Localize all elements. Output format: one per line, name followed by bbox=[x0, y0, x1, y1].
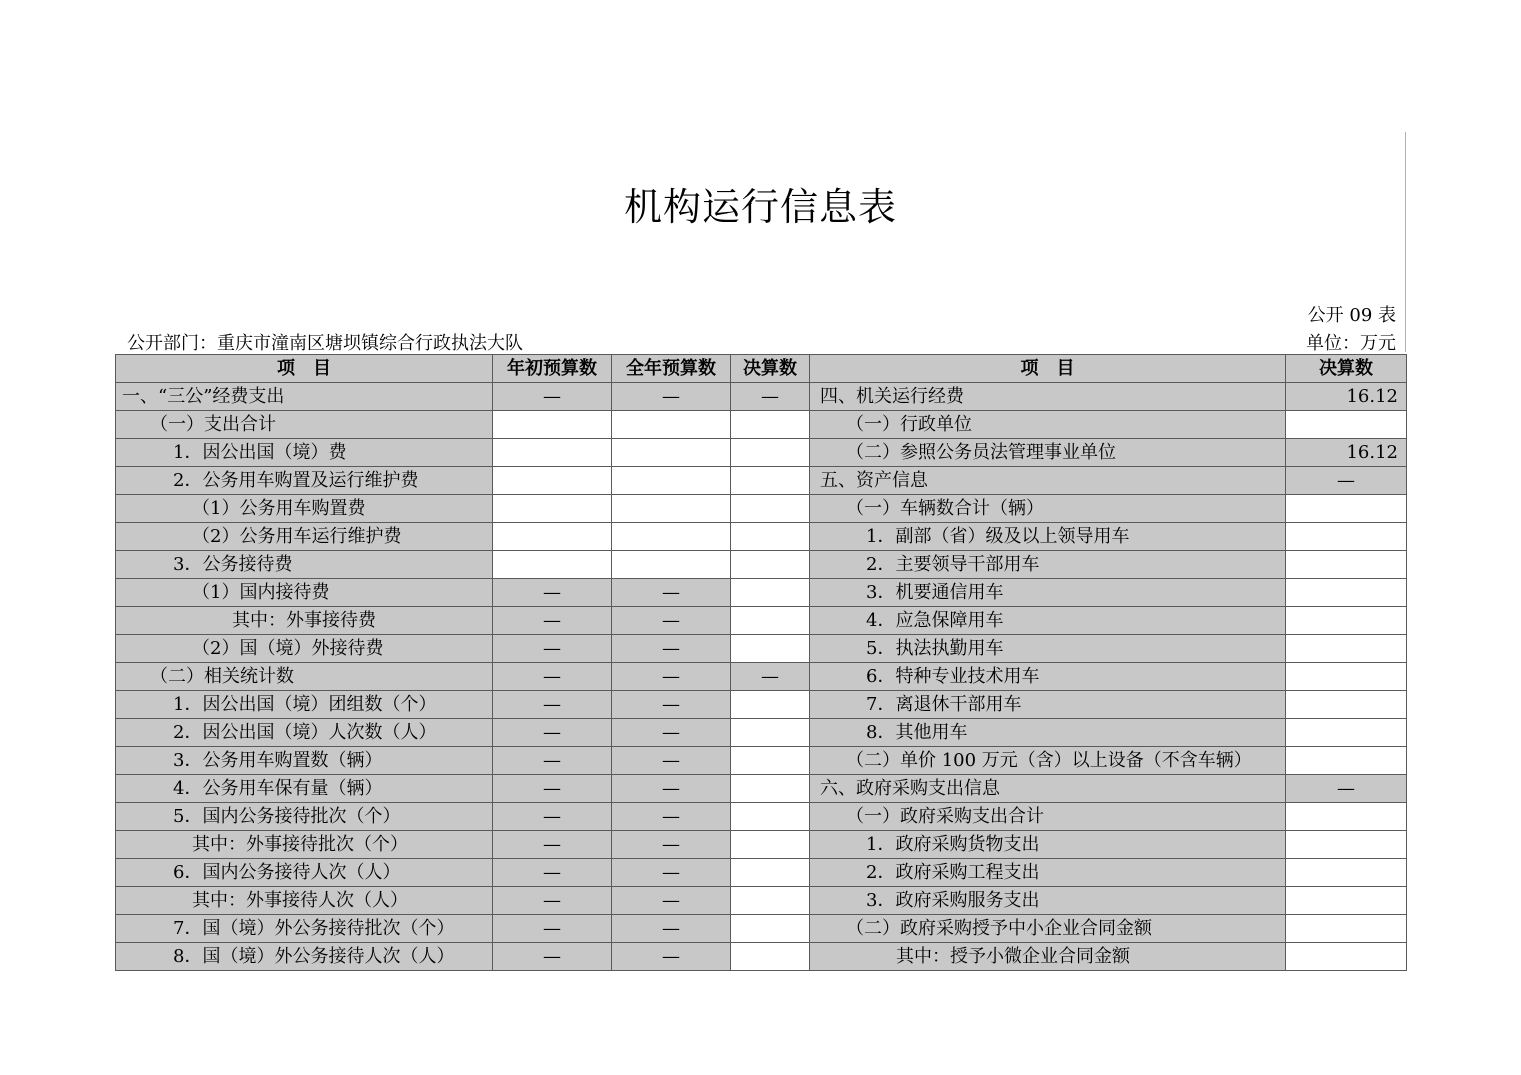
right-item-cell: 1．政府采购货物支出 bbox=[810, 831, 1286, 859]
annual-budget-cell: — bbox=[612, 859, 731, 887]
annual-budget-cell bbox=[612, 523, 731, 551]
table-row bbox=[116, 439, 1407, 467]
final-left-cell bbox=[731, 607, 810, 635]
right-item-cell: 1．副部（省）级及以上领导用车 bbox=[810, 523, 1286, 551]
page-edge-line bbox=[1405, 132, 1406, 352]
right-item-cell: 2．主要领导干部用车 bbox=[810, 551, 1286, 579]
left-item-cell: （二）相关统计数 bbox=[116, 663, 493, 691]
department-label: 公开部门：重庆市潼南区塘坝镇综合行政执法大队 bbox=[127, 333, 523, 354]
final-right-cell bbox=[1286, 635, 1407, 663]
right-item-cell: 五、资产信息 bbox=[810, 467, 1286, 495]
final-left-cell bbox=[731, 495, 810, 523]
table-row bbox=[116, 943, 1407, 971]
table-row bbox=[116, 663, 1407, 691]
left-item-cell: 其中：外事接待费 bbox=[116, 607, 493, 635]
initial-budget-cell bbox=[493, 439, 612, 467]
header-final-left: 决算数 bbox=[731, 355, 810, 383]
annual-budget-cell: — bbox=[612, 747, 731, 775]
right-item-cell: 7．离退休干部用车 bbox=[810, 691, 1286, 719]
final-right-cell bbox=[1286, 831, 1407, 859]
table-row bbox=[116, 495, 1407, 523]
initial-budget-cell: — bbox=[493, 943, 612, 971]
table-row bbox=[116, 607, 1407, 635]
left-item-cell: 7．国（境）外公务接待批次（个） bbox=[116, 915, 493, 943]
final-right-cell bbox=[1286, 691, 1407, 719]
right-item-cell: （一）政府采购支出合计 bbox=[810, 803, 1286, 831]
final-left-cell bbox=[731, 887, 810, 915]
initial-budget-cell: — bbox=[493, 383, 612, 411]
table-row bbox=[116, 803, 1407, 831]
left-item-cell: （2）公务用车运行维护费 bbox=[116, 523, 493, 551]
header-annual-budget: 全年预算数 bbox=[612, 355, 731, 383]
right-item-cell: （一）行政单位 bbox=[810, 411, 1286, 439]
left-item-cell: 其中：外事接待人次（人） bbox=[116, 887, 493, 915]
annual-budget-cell bbox=[612, 551, 731, 579]
initial-budget-cell bbox=[493, 523, 612, 551]
final-left-cell bbox=[731, 803, 810, 831]
final-left-cell bbox=[731, 551, 810, 579]
final-right-cell bbox=[1286, 719, 1407, 747]
initial-budget-cell: — bbox=[493, 831, 612, 859]
final-left-cell bbox=[731, 775, 810, 803]
table-row bbox=[116, 747, 1407, 775]
initial-budget-cell bbox=[493, 411, 612, 439]
left-item-cell: 其中：外事接待批次（个） bbox=[116, 831, 493, 859]
right-item-cell: （二）政府采购授予中小企业合同金额 bbox=[810, 915, 1286, 943]
table-row bbox=[116, 383, 1407, 411]
left-item-cell: 3．公务接待费 bbox=[116, 551, 493, 579]
initial-budget-cell: — bbox=[493, 887, 612, 915]
annual-budget-cell: — bbox=[612, 915, 731, 943]
final-left-cell bbox=[731, 691, 810, 719]
header-item-left: 项 目 bbox=[116, 355, 493, 383]
right-item-cell: 其中：授予小微企业合同金额 bbox=[810, 943, 1286, 971]
table-row bbox=[116, 635, 1407, 663]
final-left-cell bbox=[731, 831, 810, 859]
table-header-row bbox=[116, 355, 1407, 383]
final-left-cell: — bbox=[731, 383, 810, 411]
final-left-cell bbox=[731, 915, 810, 943]
left-item-cell: （1）国内接待费 bbox=[116, 579, 493, 607]
table-row bbox=[116, 831, 1407, 859]
annual-budget-cell: — bbox=[612, 635, 731, 663]
final-right-cell bbox=[1286, 943, 1407, 971]
table-code: 公开 09 表 bbox=[1307, 305, 1396, 326]
annual-budget-cell: — bbox=[612, 887, 731, 915]
annual-budget-cell: — bbox=[612, 831, 731, 859]
final-left-cell bbox=[731, 859, 810, 887]
right-item-cell: 六、政府采购支出信息 bbox=[810, 775, 1286, 803]
right-item-cell: 4．应急保障用车 bbox=[810, 607, 1286, 635]
annual-budget-cell bbox=[612, 467, 731, 495]
header-item-right: 项 目 bbox=[810, 355, 1286, 383]
initial-budget-cell: — bbox=[493, 691, 612, 719]
initial-budget-cell: — bbox=[493, 803, 612, 831]
final-left-cell bbox=[731, 411, 810, 439]
final-right-cell bbox=[1286, 859, 1407, 887]
final-left-cell bbox=[731, 747, 810, 775]
final-right-cell bbox=[1286, 747, 1407, 775]
final-right-cell bbox=[1286, 411, 1407, 439]
initial-budget-cell: — bbox=[493, 663, 612, 691]
final-right-cell bbox=[1286, 523, 1407, 551]
left-item-cell: 1．因公出国（境）团组数（个） bbox=[116, 691, 493, 719]
final-right-cell bbox=[1286, 887, 1407, 915]
initial-budget-cell: — bbox=[493, 915, 612, 943]
annual-budget-cell: — bbox=[612, 383, 731, 411]
table-row bbox=[116, 467, 1407, 495]
right-item-cell: 6．特种专业技术用车 bbox=[810, 663, 1286, 691]
header-initial-budget: 年初预算数 bbox=[493, 355, 612, 383]
final-left-cell bbox=[731, 439, 810, 467]
right-item-cell: 8．其他用车 bbox=[810, 719, 1286, 747]
right-item-cell: 3．机要通信用车 bbox=[810, 579, 1286, 607]
initial-budget-cell: — bbox=[493, 607, 612, 635]
left-item-cell: （1）公务用车购置费 bbox=[116, 495, 493, 523]
left-item-cell: 8．国（境）外公务接待人次（人） bbox=[116, 943, 493, 971]
page-title: 机构运行信息表 bbox=[623, 185, 897, 229]
final-right-cell bbox=[1286, 803, 1407, 831]
initial-budget-cell bbox=[493, 495, 612, 523]
table-row bbox=[116, 775, 1407, 803]
initial-budget-cell bbox=[493, 467, 612, 495]
table-row bbox=[116, 551, 1407, 579]
final-right-cell bbox=[1286, 579, 1407, 607]
right-item-cell: 2．政府采购工程支出 bbox=[810, 859, 1286, 887]
left-item-cell: 2．公务用车购置及运行维护费 bbox=[116, 467, 493, 495]
table-row bbox=[116, 887, 1407, 915]
final-left-cell bbox=[731, 467, 810, 495]
left-item-cell: 一、“三公”经费支出 bbox=[116, 383, 493, 411]
left-item-cell: 2．因公出国（境）人次数（人） bbox=[116, 719, 493, 747]
table-row bbox=[116, 915, 1407, 943]
annual-budget-cell bbox=[612, 411, 731, 439]
final-right-cell bbox=[1286, 495, 1407, 523]
header-final-right: 决算数 bbox=[1286, 355, 1407, 383]
annual-budget-cell bbox=[612, 495, 731, 523]
final-left-cell bbox=[731, 579, 810, 607]
annual-budget-cell: — bbox=[612, 943, 731, 971]
right-item-cell: （二）单价 100 万元（含）以上设备（不含车辆） bbox=[810, 747, 1286, 775]
final-left-cell: — bbox=[731, 663, 810, 691]
final-right-cell bbox=[1286, 915, 1407, 943]
table-row bbox=[116, 579, 1407, 607]
table-row bbox=[116, 523, 1407, 551]
final-right-cell: 16.12 bbox=[1286, 439, 1407, 467]
table-row bbox=[116, 691, 1407, 719]
unit-label: 单位：万元 bbox=[1306, 333, 1396, 354]
info-table bbox=[115, 354, 1407, 971]
annual-budget-cell: — bbox=[612, 691, 731, 719]
final-right-cell: — bbox=[1286, 775, 1407, 803]
right-item-cell: （一）车辆数合计（辆） bbox=[810, 495, 1286, 523]
annual-budget-cell bbox=[612, 439, 731, 467]
initial-budget-cell: — bbox=[493, 579, 612, 607]
annual-budget-cell: — bbox=[612, 607, 731, 635]
left-item-cell: 3．公务用车购置数（辆） bbox=[116, 747, 493, 775]
final-left-cell bbox=[731, 719, 810, 747]
left-item-cell: （一）支出合计 bbox=[116, 411, 493, 439]
annual-budget-cell: — bbox=[612, 719, 731, 747]
initial-budget-cell: — bbox=[493, 859, 612, 887]
right-item-cell: （二）参照公务员法管理事业单位 bbox=[810, 439, 1286, 467]
final-left-cell bbox=[731, 523, 810, 551]
annual-budget-cell: — bbox=[612, 579, 731, 607]
annual-budget-cell: — bbox=[612, 663, 731, 691]
table-row bbox=[116, 411, 1407, 439]
left-item-cell: 1．因公出国（境）费 bbox=[116, 439, 493, 467]
final-right-cell bbox=[1286, 551, 1407, 579]
final-right-cell bbox=[1286, 607, 1407, 635]
left-item-cell: 6．国内公务接待人次（人） bbox=[116, 859, 493, 887]
initial-budget-cell: — bbox=[493, 775, 612, 803]
final-left-cell bbox=[731, 635, 810, 663]
final-right-cell bbox=[1286, 663, 1407, 691]
annual-budget-cell: — bbox=[612, 803, 731, 831]
initial-budget-cell: — bbox=[493, 635, 612, 663]
initial-budget-cell bbox=[493, 551, 612, 579]
final-right-cell: 16.12 bbox=[1286, 383, 1407, 411]
initial-budget-cell: — bbox=[493, 747, 612, 775]
right-item-cell: 5．执法执勤用车 bbox=[810, 635, 1286, 663]
final-right-cell: — bbox=[1286, 467, 1407, 495]
right-item-cell: 3．政府采购服务支出 bbox=[810, 887, 1286, 915]
annual-budget-cell: — bbox=[612, 775, 731, 803]
initial-budget-cell: — bbox=[493, 719, 612, 747]
right-item-cell: 四、机关运行经费 bbox=[810, 383, 1286, 411]
left-item-cell: （2）国（境）外接待费 bbox=[116, 635, 493, 663]
table-row bbox=[116, 859, 1407, 887]
final-left-cell bbox=[731, 943, 810, 971]
table-row bbox=[116, 719, 1407, 747]
left-item-cell: 4．公务用车保有量（辆） bbox=[116, 775, 493, 803]
left-item-cell: 5．国内公务接待批次（个） bbox=[116, 803, 493, 831]
